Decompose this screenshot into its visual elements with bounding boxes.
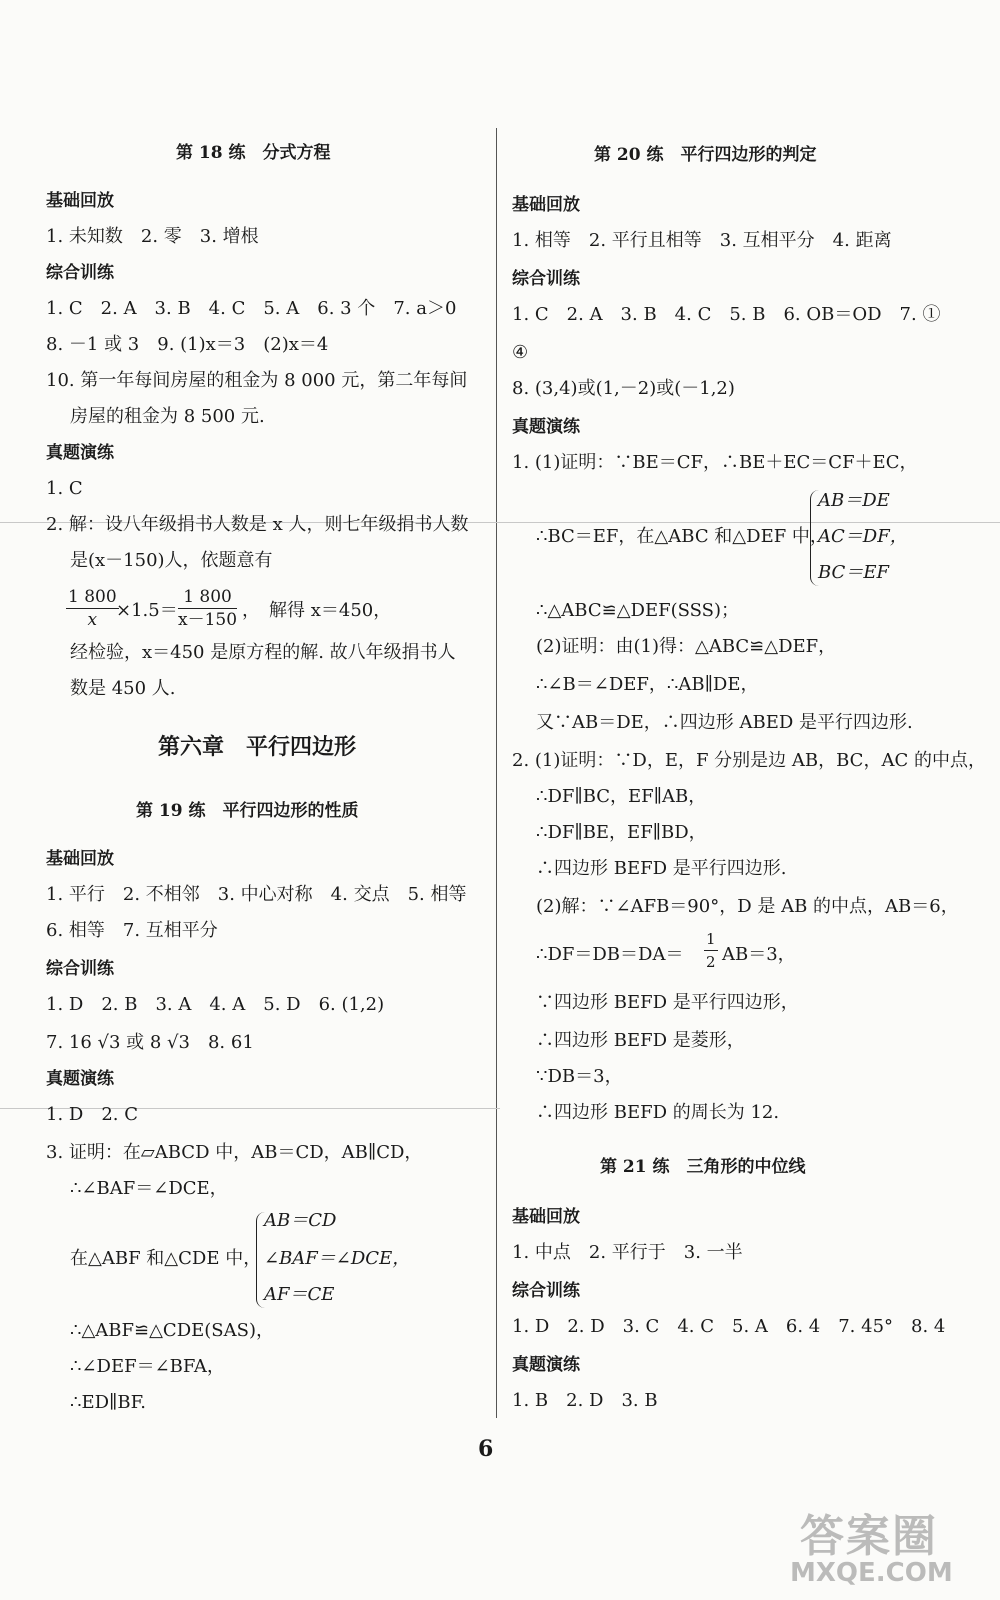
system-line: ∠BAF＝∠DCE， — [264, 1248, 411, 1269]
answer-line: 经检验，x＝450 是原方程的解. 故八年级捐书人 — [70, 642, 456, 663]
system-line: AC＝DF， — [818, 526, 908, 547]
answer-line: 3. 证明：在▱ABCD 中，AB＝CD，AB∥CD， — [46, 1142, 423, 1163]
section-heading: 综合训练 — [512, 1281, 580, 1301]
section-heading: 基础回放 — [512, 1207, 580, 1227]
answer-line: ∵四边形 BEFD 是平行四边形， — [536, 992, 799, 1013]
system-line: AB＝CD — [264, 1210, 337, 1231]
fraction-numerator: 1 — [704, 928, 718, 951]
answer-line: ∴四边形 BEFD 的周长为 12. — [536, 1102, 780, 1123]
fraction — [66, 586, 119, 631]
fraction-denominator: x－150 — [178, 610, 238, 630]
fraction — [704, 928, 718, 973]
fraction-numerator: 1 800 — [178, 586, 237, 609]
fraction-numerator: 1 800 — [68, 587, 117, 607]
answer-line: 1. B 2. D 3. B — [512, 1390, 658, 1411]
watermark-logo — [790, 1500, 980, 1590]
answer-line: ∵DB＝3， — [536, 1066, 623, 1087]
answer-line: 10. 第一年每间房屋的租金为 8 000 元，第二年每间 — [46, 370, 468, 391]
answer-line: ∴∠B＝∠DEF，∴AB∥DE， — [536, 674, 759, 695]
answer-line: 1. 未知数 2. 零 3. 增根 — [46, 226, 259, 247]
section-heading: 真题演练 — [512, 1355, 580, 1375]
answer-line: ④ — [512, 342, 529, 363]
answer-line: 1. 相等 2. 平行且相等 3. 互相平分 4. 距离 — [512, 230, 892, 251]
answer-line: ∴四边形 BEFD 是平行四边形. — [536, 858, 787, 879]
equation-text: ×1.5＝ — [116, 600, 178, 621]
page-number: 6 — [478, 1436, 494, 1462]
answer-line: 1. D 2. B 3. A 4. A 5. D 6. (1,2) — [46, 994, 385, 1015]
column-divider — [496, 128, 497, 1418]
answer-line: ∴△ABF≌△CDE(SAS)， — [70, 1320, 274, 1341]
answer-line: ∴DF∥BC，EF∥AB， — [536, 786, 707, 807]
section-title: 第 20 练 平行四边形的判定 — [594, 145, 817, 165]
answer-line: 7. 16 √3 或 8 √3 8. 61 — [46, 1032, 254, 1053]
answer-line: 2. (1)证明：∵D，E，F 分别是边 AB，BC，AC 的中点， — [512, 750, 986, 771]
answer-line: 2. 解：设八年级捐书人数是 x 人，则七年级捐书人数 — [46, 514, 469, 535]
section-heading: 综合训练 — [46, 263, 114, 283]
answer-line: (2)解：∵∠AFB＝90°，D 是 AB 的中点，AB＝6， — [536, 896, 959, 917]
answer-line: 1. D 2. C — [46, 1104, 138, 1125]
section-heading: 真题演练 — [512, 417, 580, 437]
section-heading: 真题演练 — [46, 443, 114, 463]
answer-line: 又∵AB＝DE，∴四边形 ABED 是平行四边形. — [536, 712, 913, 733]
section-heading: 综合训练 — [512, 269, 580, 289]
answer-line: 1. (1)证明：∵BE＝CF，∴BE＋EC＝CF＋EC， — [512, 452, 918, 473]
equation-text: ∴BC＝EF，在△ABC 和△DEF 中， — [536, 526, 828, 547]
system-line: AB＝DE — [818, 490, 890, 511]
equation-text: AB＝3， — [722, 944, 796, 965]
answer-line: 1. 平行 2. 不相邻 3. 中心对称 4. 交点 5. 相等 — [46, 884, 467, 905]
watermark-text: 答案圈 — [800, 1511, 938, 1562]
equation-text: 在△ABF 和△CDE 中， — [70, 1248, 262, 1269]
answer-line: (2)证明：由(1)得：△ABC≌△DEF， — [536, 636, 837, 657]
system-line: BC＝EF — [818, 562, 889, 583]
answer-line: ∴DF∥BE，EF∥BD， — [536, 822, 707, 843]
section-title: 第 19 练 平行四边形的性质 — [136, 801, 359, 821]
fraction-denominator: 2 — [706, 953, 716, 971]
system-line: AF＝CE — [264, 1284, 335, 1305]
answer-line: ∴∠DEF＝∠BFA， — [70, 1356, 225, 1377]
answer-line: 数是 450 人. — [70, 678, 176, 699]
section-heading: 真题演练 — [46, 1069, 114, 1089]
answer-line: 是(x－150)人，依题意有 — [70, 550, 273, 571]
answer-line: 1. C 2. A 3. B 4. C 5. A 6. 3 个 7. a＞0 — [46, 298, 457, 319]
section-heading: 基础回放 — [512, 195, 580, 215]
section-heading: 综合训练 — [46, 959, 114, 979]
section-heading: 基础回放 — [46, 849, 114, 869]
equation-text: ∴DF＝DB＝DA＝ — [536, 944, 684, 965]
answer-line: ∴△ABC≌△DEF(SSS)； — [536, 600, 740, 621]
answer-line: ∴四边形 BEFD 是菱形， — [536, 1030, 745, 1051]
answer-line: 1. C — [46, 478, 83, 499]
watermark-url: MXQE.COM — [790, 1558, 953, 1588]
fraction — [178, 586, 237, 631]
answer-line: 8. (3,4)或(1,－2)或(－1,2) — [512, 378, 735, 399]
answer-line: 6. 相等 7. 互相平分 — [46, 920, 218, 941]
answer-line: 1. C 2. A 3. B 4. C 5. B 6. OB＝OD 7. ① — [512, 304, 941, 325]
answer-line: 1. D 2. D 3. C 4. C 5. A 6. 4 7. 45° 8. 4 — [512, 1316, 946, 1337]
section-title: 第 18 练 分式方程 — [176, 143, 331, 163]
chapter-title: 第六章 平行四边形 — [158, 734, 357, 760]
section-title: 第 21 练 三角形的中位线 — [600, 1157, 806, 1177]
fraction-denominator: x — [87, 610, 98, 630]
answer-line: ∴∠BAF＝∠DCE， — [70, 1178, 228, 1199]
equation-text: ， 解得 x＝450， — [242, 600, 392, 621]
answer-line: ∴ED∥BF. — [70, 1392, 146, 1413]
section-heading: 基础回放 — [46, 191, 114, 211]
answer-line: 8. －1 或 3 9. (1)x＝3 (2)x＝4 — [46, 334, 329, 355]
answer-line: 1. 中点 2. 平行于 3. 一半 — [512, 1242, 743, 1263]
answer-line: 房屋的租金为 8 500 元. — [70, 406, 265, 427]
